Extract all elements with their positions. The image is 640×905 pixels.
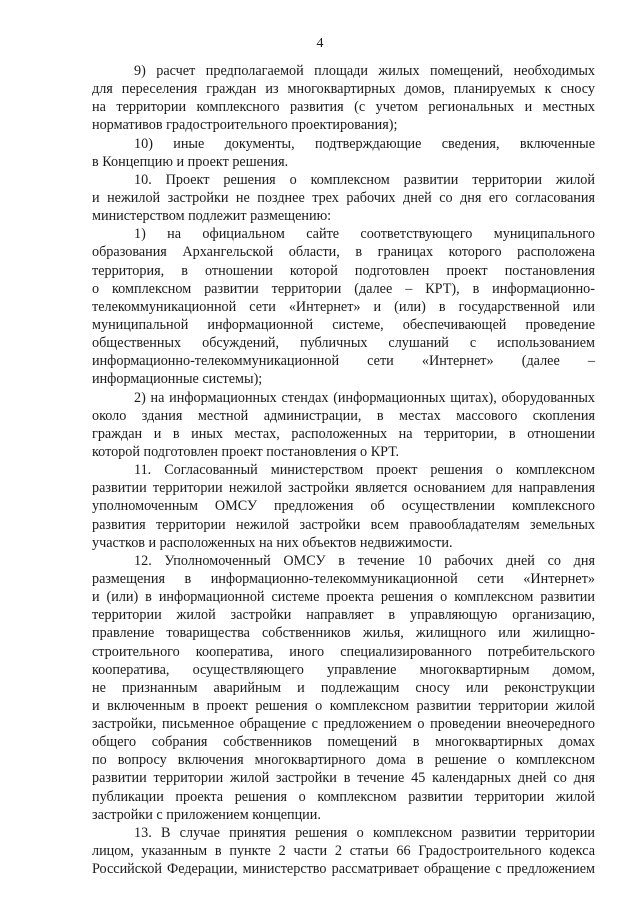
text-line: и (или) в информационной системе проекта решения о комплексном развитии (92, 589, 595, 606)
text-line: размещения в информационно-телекоммуникационной сети «Интернет» (92, 570, 595, 587)
text-line: развития территории нежилой застройки всем правообладателям земельных (92, 516, 595, 533)
text-line: министерством подлежит размещению: (92, 208, 332, 225)
text-line: 12. Уполномоченный ОМСУ в течение 10 рабочих дней со дня (134, 552, 595, 569)
text-line: 10) иные документы, подтверждающие сведения, включенные (134, 135, 595, 152)
text-line: уполномоченным ОМСУ предложения об осуществлении комплексного (92, 498, 595, 515)
text-line: муниципальной информационной системе, обеспечивающей проведение (92, 316, 595, 333)
text-line: 1) на официальном сайте соответствующего муниципального (134, 226, 595, 243)
text-line: кооператива, осуществляющего управление многоквартирным домом, (92, 661, 595, 678)
text-line: строительного кооператива, иного специализированного потребительского (92, 643, 595, 660)
text-line: 9) расчет предполагаемой площади жилых помещений, необходимых (134, 63, 595, 79)
document-body (92, 62, 595, 878)
text-line: 10. Проект решения о комплексном развитии территории жилой (134, 171, 595, 188)
text-line: граждан и в иных местах, расположенных на территории, в отношении (92, 425, 595, 442)
text-line: в Концепцию и проект решения. (92, 153, 289, 170)
text-line: 13. В случае принятия решения о комплексном развитии территории (134, 824, 595, 841)
text-line: 11. Согласованный министерством проект решения о комплексном (134, 462, 595, 479)
text-line: правление товарищества собственников жилья, жилищного или жилищно- (92, 625, 595, 642)
text-line: территории жилой застройки направляет в управляющую организацию, (92, 607, 595, 624)
text-line: и включенным в проект решения о комплексном развитии территории жилой (92, 697, 595, 714)
text-line: застройки, письменное обращение с предложением о проведении внеочередного (92, 716, 595, 733)
text-line: застройки с приложением концепции. (92, 806, 321, 823)
text-line: около здания местной администрации, в местах массового скопления (92, 407, 595, 424)
text-line: и нежилой застройки не позднее трех рабочих дней со дня его согласования (92, 189, 595, 206)
text-line: телекоммуникационной сети «Интернет» и (или) в государственной или (92, 298, 595, 315)
text-line: на территории комплексного развития (с учетом региональных и местных (92, 99, 595, 116)
page-number: 4 (316, 36, 324, 51)
text-line: общего собрания собственников помещений в многоквартирных домах (92, 734, 595, 751)
text-line: для переселения граждан из многоквартирных домов, планируемых к сносу (92, 81, 595, 98)
text-line: о комплексном развитии территории (далее – КРТ), в информационно- (92, 280, 595, 297)
text-line: не признанным аварийным и подлежащим сносу или реконструкции (92, 679, 595, 696)
text-line: которой подготовлен проект постановления о КРТ. (92, 443, 400, 460)
text-line: развитии территории жилой застройки в течение 45 календарных дней со дня (92, 770, 595, 787)
text-line: 2) на информационных стендах (информационных щитах), оборудованных (134, 389, 595, 406)
text-line: публикации проекта решения о комплексном развитии территории жилой (92, 788, 595, 805)
text-line: информационные системы); (92, 371, 263, 388)
text-line: по вопросу включения многоквартирного дома в решение о комплексном (92, 752, 595, 769)
text-line: общественных обсуждений, публичных слушаний с использованием (92, 335, 595, 352)
text-line: развитии территории нежилой застройки является основанием для направления (92, 480, 595, 497)
text-line: нормативов градостроительного проектирования); (92, 117, 398, 134)
text-line: территория, в отношении которой подготовлен проект постановления (92, 262, 595, 279)
text-line: лицом, указанным в пункте 2 части 2 статьи 66 Градостроительного кодекса (92, 843, 595, 860)
text-line: информационно-телекоммуникационной сети «Интернет» (далее – (92, 353, 595, 370)
text-line: Российской Федерации, министерство рассматривает обращение с предложением (92, 861, 595, 878)
text-line: образования Архангельской области, в границах которого расположена (92, 244, 595, 261)
text-line: участков и расположенных на них объектов недвижимости. (92, 534, 453, 551)
